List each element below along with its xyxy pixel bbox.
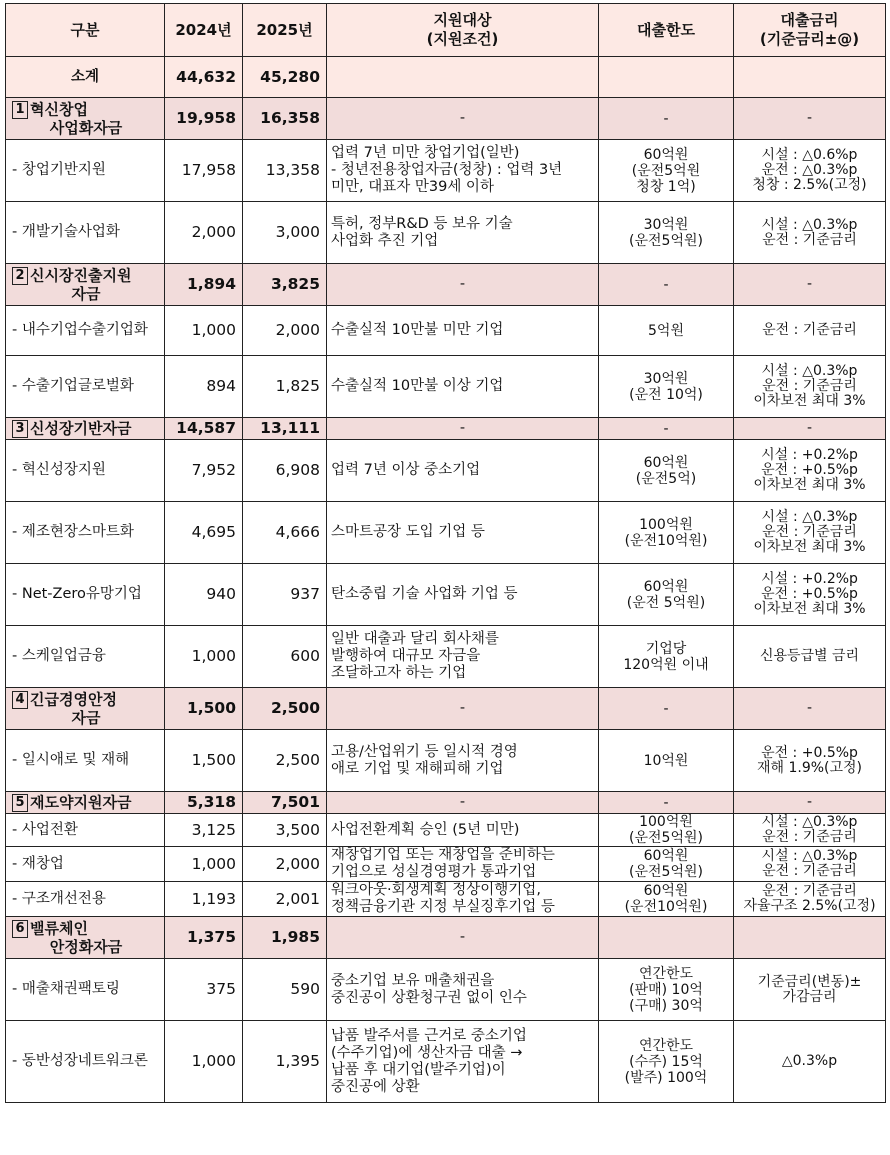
- loan-limit-line: 5억원: [648, 322, 684, 339]
- loan-limit-line: 100억원: [639, 516, 693, 533]
- loan-limit-line: (수주) 15억: [629, 1053, 703, 1070]
- category-name-text: 긴급경영안정: [30, 690, 117, 709]
- loan-limit-line: 100억원: [639, 814, 693, 830]
- loan-limit: [599, 356, 734, 418]
- support-target-line: 중진공이 상환청구권 없이 인수: [331, 989, 527, 1006]
- support-target-line: 기업으로 성실경영평가 통과기업: [331, 864, 537, 880]
- loan-fund-table: [5, 3, 886, 1103]
- header-row: [6, 4, 886, 57]
- support-target: -: [327, 418, 599, 440]
- table-row: [6, 814, 886, 847]
- support-target-line: 사업전환계획 승인 (5년 미만): [331, 821, 520, 838]
- loan-limit-line: 연간한도: [638, 965, 694, 982]
- value-2025: 600: [243, 626, 327, 688]
- subtotal-2024: 44,632: [165, 57, 243, 98]
- value-2024: 1,500: [165, 730, 243, 792]
- loan-rate-line: 운전 : 기준금리: [762, 231, 857, 248]
- loan-limit-line: (운전5억원): [629, 864, 703, 880]
- value-2025: 937: [243, 564, 327, 626]
- loan-limit-line: 청창 1억): [636, 178, 696, 195]
- category-name-text: 신성장기반자금: [30, 419, 132, 438]
- loan-rate-line: 시설 : △0.3%p: [761, 848, 858, 864]
- loan-limit-line: 30억원: [643, 216, 689, 233]
- subtotal-target: [327, 57, 599, 98]
- value-2025: 2,001: [243, 882, 327, 917]
- support-target-line: 중진공에 상환: [331, 1078, 420, 1095]
- loan-limit-line: (운전 5억원): [626, 594, 706, 611]
- support-target: [327, 626, 599, 688]
- value-2024: 1,000: [165, 847, 243, 882]
- value-2024: 4,695: [165, 502, 243, 564]
- value-2025: 4,666: [243, 502, 327, 564]
- loan-limit: [599, 306, 734, 356]
- value-2024: 1,193: [165, 882, 243, 917]
- loan-rate: [734, 814, 886, 847]
- support-target: [327, 730, 599, 792]
- loan-rate-line: 운전 : 기준금리: [762, 524, 857, 540]
- value-2025: 1,985: [243, 917, 327, 959]
- loan-rate: [734, 882, 886, 917]
- support-target-line: 중소기업 보유 매출채권을: [331, 972, 495, 989]
- item-name: - 혁신성장지원: [6, 440, 165, 502]
- support-target-line: 발행하여 대규모 자금을: [331, 648, 481, 664]
- support-target: [327, 140, 599, 202]
- value-2024: 1,375: [165, 917, 243, 959]
- support-target-line: - 청년전용창업자금(청창) : 업력 3년: [331, 162, 563, 178]
- support-target-line: 스마트공장 도입 기업 등: [331, 524, 485, 540]
- value-2025: 3,000: [243, 202, 327, 264]
- category-name: [6, 264, 165, 306]
- support-target: -: [327, 688, 599, 730]
- loan-rate-line: 운전 : 기준금리: [762, 322, 857, 338]
- loan-limit: -: [599, 98, 734, 140]
- value-2025: 13,358: [243, 140, 327, 202]
- header-2025: 2025년: [243, 4, 327, 57]
- category-row: [6, 688, 886, 730]
- support-target-line: 워크아웃·회생계획 정상이행기업,: [331, 882, 541, 898]
- item-name: - 스케일업금융: [6, 626, 165, 688]
- category-name-text: 신시장진출지원: [30, 266, 132, 285]
- category-name-line2: 사업화자금: [49, 118, 123, 137]
- subtotal-2025: 45,280: [243, 57, 327, 98]
- category-name: [6, 792, 165, 814]
- loan-rate-line: 시설 : △0.3%p: [761, 814, 858, 830]
- value-2024: 5,318: [165, 792, 243, 814]
- subtotal-rate: [734, 57, 886, 98]
- category-row: [6, 917, 886, 959]
- value-2025: 7,501: [243, 792, 327, 814]
- support-target: [327, 502, 599, 564]
- loan-rate-line: 운전 : 기준금리: [762, 883, 857, 899]
- value-2024: 17,958: [165, 140, 243, 202]
- loan-limit: -: [599, 418, 734, 440]
- loan-limit: [599, 502, 734, 564]
- value-2025: 1,395: [243, 1021, 327, 1103]
- loan-rate: -: [734, 264, 886, 306]
- loan-limit-line: (구매) 30억: [629, 997, 703, 1014]
- loan-limit-line: 10억원: [643, 752, 689, 769]
- category-name: [6, 418, 165, 440]
- loan-rate: [734, 306, 886, 356]
- loan-limit-line: 60억원: [643, 454, 689, 471]
- item-name: - 동반성장네트워크론: [6, 1021, 165, 1103]
- value-2025: 13,111: [243, 418, 327, 440]
- loan-limit: [599, 814, 734, 847]
- category-row: [6, 98, 886, 140]
- category-row: [6, 264, 886, 306]
- category-name: [6, 98, 165, 140]
- category-name: [6, 688, 165, 730]
- header-rate-line2: (기준금리±@): [759, 30, 860, 48]
- loan-rate-line: △0.3%p: [781, 1053, 838, 1069]
- loan-limit: [599, 847, 734, 882]
- loan-rate: [734, 847, 886, 882]
- loan-limit-line: (운전5억원): [629, 830, 703, 846]
- loan-limit-line: 120억원 이내: [623, 656, 709, 673]
- loan-rate-line: 운전 : +0.5%p: [761, 586, 858, 602]
- category-name-line2: 자금: [71, 708, 101, 727]
- header-category: 구분: [6, 4, 165, 57]
- value-2025: 2,500: [243, 688, 327, 730]
- value-2024: 3,125: [165, 814, 243, 847]
- loan-rate-line: 운전 : 기준금리: [762, 378, 857, 394]
- loan-rate-line: 시설 : △0.3%p: [761, 509, 858, 525]
- loan-rate-line: 시설 : +0.2%p: [761, 447, 858, 463]
- support-target-line: 정책금융기관 지정 부실징후기업 등: [331, 899, 555, 915]
- loan-rate: [734, 440, 886, 502]
- support-target: [327, 564, 599, 626]
- loan-rate-line: 운전 : +0.5%p: [761, 744, 858, 761]
- loan-rate-line: 이차보전 최대 3%: [753, 393, 866, 409]
- value-2025: 590: [243, 959, 327, 1021]
- support-target: [327, 356, 599, 418]
- loan-limit: [599, 882, 734, 917]
- loan-rate-line: 기준금리(변동)±: [757, 973, 862, 990]
- support-target: [327, 1021, 599, 1103]
- loan-rate-line: 이차보전 최대 3%: [753, 477, 866, 493]
- support-target-line: 탄소중립 기술 사업화 기업 등: [331, 586, 518, 602]
- number-box-icon: 6: [12, 920, 28, 938]
- table-row: [6, 882, 886, 917]
- loan-rate-line: 시설 : △0.6%p: [761, 147, 858, 163]
- subtotal-row: [6, 57, 886, 98]
- loan-rate: [734, 1021, 886, 1103]
- support-target: [327, 440, 599, 502]
- support-target-line: 업력 7년 이상 중소기업: [331, 462, 481, 478]
- support-target-line: 업력 7년 미만 창업기업(일반): [331, 145, 520, 161]
- category-name-text: 밸류체인: [30, 919, 88, 938]
- loan-rate: [734, 959, 886, 1021]
- loan-limit-line: (운전10억원): [624, 532, 708, 549]
- support-target-line: (수주기업)에 생산자금 대출 →: [331, 1044, 523, 1061]
- loan-limit-line: 기업당: [645, 640, 687, 657]
- support-target: -: [327, 792, 599, 814]
- loan-rate-line: 신용등급별 금리: [759, 648, 860, 664]
- loan-rate-line: 운전 : 기준금리: [762, 829, 857, 845]
- item-name: - 수출기업글로벌화: [6, 356, 165, 418]
- table-row: [6, 1021, 886, 1103]
- support-target: -: [327, 917, 599, 959]
- loan-rate-line: 운전 : +0.5%p: [761, 462, 858, 478]
- table-row: [6, 564, 886, 626]
- item-name: - 개발기술사업화: [6, 202, 165, 264]
- support-target-line: 납품 발주서를 근거로 중소기업: [331, 1027, 527, 1044]
- loan-limit-line: 60억원: [643, 146, 689, 163]
- support-target: [327, 847, 599, 882]
- support-target-line: 납품 후 대기업(발주기업)이: [331, 1061, 506, 1078]
- support-target: [327, 882, 599, 917]
- loan-rate: [734, 140, 886, 202]
- value-2025: 16,358: [243, 98, 327, 140]
- loan-rate-line: 시설 : +0.2%p: [761, 571, 858, 587]
- subtotal-limit: [599, 57, 734, 98]
- loan-limit-line: (발주) 100억: [624, 1069, 708, 1086]
- loan-limit: [599, 730, 734, 792]
- number-box-icon: 5: [12, 794, 28, 812]
- loan-limit-line: (운전5억원): [629, 232, 703, 249]
- loan-rate-line: 시설 : △0.3%p: [761, 363, 858, 379]
- table-row: [6, 626, 886, 688]
- number-box-icon: 1: [12, 101, 28, 119]
- table-row: [6, 140, 886, 202]
- loan-rate: [734, 730, 886, 792]
- support-target-line: 일반 대출과 달리 회사채를: [331, 631, 499, 647]
- table-row: [6, 202, 886, 264]
- loan-limit: [599, 1021, 734, 1103]
- loan-limit: [599, 202, 734, 264]
- value-2025: 3,825: [243, 264, 327, 306]
- item-name: - 사업전환: [6, 814, 165, 847]
- loan-limit-line: (운전 10억): [629, 386, 703, 403]
- category-name-text: 재도약지원자금: [30, 793, 132, 812]
- loan-rate-line: 재해 1.9%(고정): [756, 759, 863, 776]
- value-2025: 3,500: [243, 814, 327, 847]
- table-row: [6, 959, 886, 1021]
- loan-limit-line: (운전5억원: [631, 162, 701, 179]
- category-name-line2: 안정화자금: [49, 937, 123, 956]
- support-target: [327, 202, 599, 264]
- number-box-icon: 4: [12, 691, 28, 709]
- number-box-icon: 3: [12, 420, 28, 438]
- item-name: - 제조현장스마트화: [6, 502, 165, 564]
- table-row: [6, 306, 886, 356]
- value-2024: 1,894: [165, 264, 243, 306]
- loan-rate: -: [734, 418, 886, 440]
- support-target: [327, 814, 599, 847]
- item-name: - 구조개선전용: [6, 882, 165, 917]
- value-2025: 2,000: [243, 847, 327, 882]
- table-row: [6, 847, 886, 882]
- header-target-line1: 지원대상: [433, 11, 492, 29]
- loan-rate-line: 이차보전 최대 3%: [753, 601, 866, 617]
- header-rate-line1: 대출금리: [780, 11, 839, 29]
- loan-limit-line: 60억원: [643, 848, 689, 864]
- category-name-text: 혁신창업: [30, 100, 88, 119]
- value-2024: 894: [165, 356, 243, 418]
- loan-limit: -: [599, 792, 734, 814]
- support-target-line: 수출실적 10만불 이상 기업: [331, 378, 504, 394]
- table-row: [6, 356, 886, 418]
- loan-limit-line: (운전10억원): [624, 899, 708, 915]
- item-name: - 내수기업수출기업화: [6, 306, 165, 356]
- loan-limit: -: [599, 264, 734, 306]
- loan-limit-line: 연간한도: [638, 1037, 694, 1054]
- table-row: [6, 730, 886, 792]
- support-target-line: 특허, 정부R&D 등 보유 기술: [331, 215, 513, 232]
- loan-limit: [599, 959, 734, 1021]
- loan-rate: [734, 202, 886, 264]
- support-target-line: 수출실적 10만불 미만 기업: [331, 322, 504, 338]
- category-name-line2: 자금: [71, 284, 101, 303]
- value-2024: 14,587: [165, 418, 243, 440]
- item-name: - 재창업: [6, 847, 165, 882]
- value-2024: 1,500: [165, 688, 243, 730]
- loan-rate: [734, 917, 886, 959]
- loan-rate: -: [734, 792, 886, 814]
- loan-rate: [734, 356, 886, 418]
- value-2024: 1,000: [165, 626, 243, 688]
- support-target: [327, 959, 599, 1021]
- item-name: - 매출채권팩토링: [6, 959, 165, 1021]
- loan-rate-line: 청창 : 2.5%(고정): [752, 177, 867, 193]
- loan-rate-line: 시설 : △0.3%p: [761, 216, 858, 233]
- support-target-line: 사업화 추진 기업: [331, 232, 439, 249]
- loan-rate: -: [734, 98, 886, 140]
- item-name: - Net-Zero유망기업: [6, 564, 165, 626]
- loan-limit: [599, 564, 734, 626]
- value-2025: 6,908: [243, 440, 327, 502]
- category-row: [6, 418, 886, 440]
- value-2024: 375: [165, 959, 243, 1021]
- value-2024: 940: [165, 564, 243, 626]
- header-limit: 대출한도: [599, 4, 734, 57]
- header-target-line2: (지원조건): [426, 30, 499, 48]
- item-name: - 일시애로 및 재해: [6, 730, 165, 792]
- item-name: - 창업기반지원: [6, 140, 165, 202]
- loan-rate-line: 가감금리: [782, 988, 837, 1005]
- table-row: [6, 502, 886, 564]
- table-row: [6, 440, 886, 502]
- loan-rate-line: 운전 : △0.3%p: [761, 162, 858, 178]
- category-name: [6, 917, 165, 959]
- loan-limit: [599, 626, 734, 688]
- loan-limit: -: [599, 688, 734, 730]
- support-target-line: 애로 기업 및 재해피해 기업: [331, 760, 504, 777]
- value-2024: 19,958: [165, 98, 243, 140]
- support-target-line: 재창업기업 또는 재창업을 준비하는: [331, 847, 555, 863]
- value-2025: 2,500: [243, 730, 327, 792]
- support-target-line: 미만, 대표자 만39세 이하: [331, 179, 494, 195]
- loan-rate: -: [734, 688, 886, 730]
- loan-limit-line: (운전5억): [635, 470, 697, 487]
- loan-rate: [734, 502, 886, 564]
- loan-rate: [734, 564, 886, 626]
- loan-rate: [734, 626, 886, 688]
- header-rate: [734, 4, 886, 57]
- loan-limit: [599, 917, 734, 959]
- subtotal-label: 소계: [6, 57, 165, 98]
- loan-limit-line: 60억원: [643, 883, 689, 899]
- value-2024: 1,000: [165, 1021, 243, 1103]
- loan-rate-line: 운전 : 기준금리: [762, 863, 857, 879]
- loan-rate-line: 자율구조 2.5%(고정): [743, 898, 876, 914]
- number-box-icon: 2: [12, 267, 28, 285]
- loan-limit-line: (판매) 10억: [629, 981, 703, 998]
- loan-limit-line: 30억원: [643, 370, 689, 387]
- value-2024: 2,000: [165, 202, 243, 264]
- support-target: -: [327, 264, 599, 306]
- value-2024: 1,000: [165, 306, 243, 356]
- loan-limit: [599, 440, 734, 502]
- loan-limit: [599, 140, 734, 202]
- loan-rate-line: 이차보전 최대 3%: [753, 539, 866, 555]
- value-2024: 7,952: [165, 440, 243, 502]
- category-row: [6, 792, 886, 814]
- support-target-line: 고용/산업위기 등 일시적 경영: [331, 743, 518, 760]
- header-2024: 2024년: [165, 4, 243, 57]
- support-target: [327, 306, 599, 356]
- value-2025: 2,000: [243, 306, 327, 356]
- loan-limit-line: 60억원: [643, 578, 689, 595]
- support-target: -: [327, 98, 599, 140]
- header-target: [327, 4, 599, 57]
- value-2025: 1,825: [243, 356, 327, 418]
- support-target-line: 조달하고자 하는 기업: [331, 665, 467, 681]
